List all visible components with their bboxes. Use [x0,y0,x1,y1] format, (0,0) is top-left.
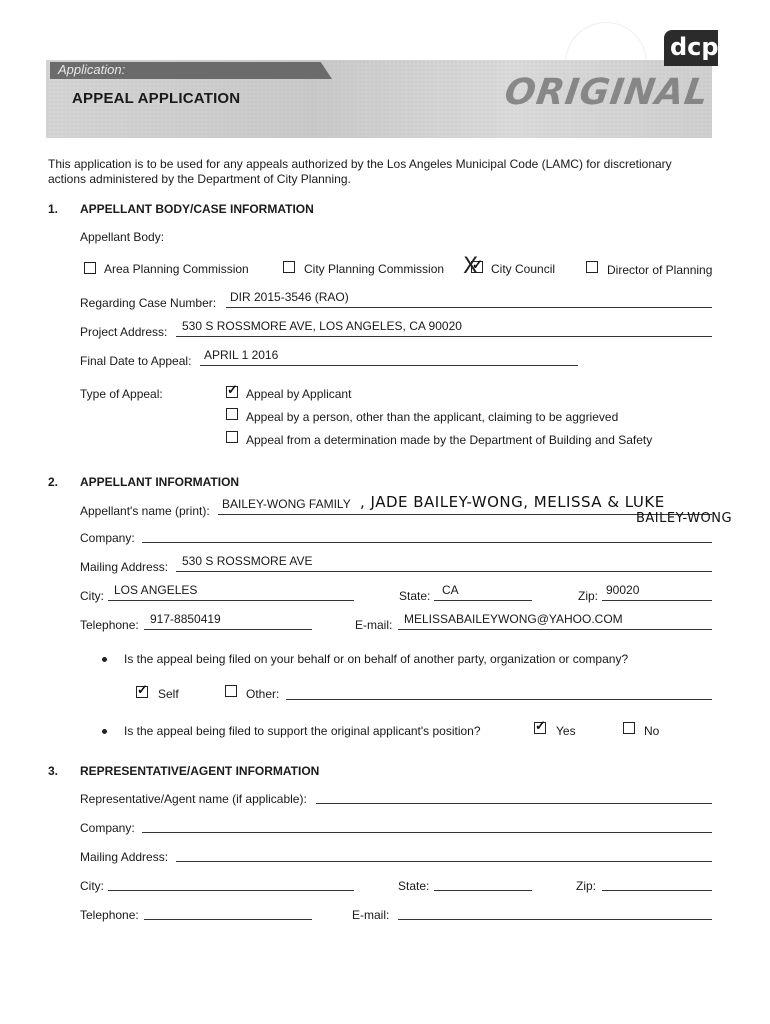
rep-email-label: E-mail: [352,908,390,922]
no-label: No [644,724,660,738]
rep-zip-label: Zip: [576,879,597,893]
bullet-q1 [102,657,107,662]
dcp-logo-text: dcp [670,33,719,61]
company-label: Company: [80,531,135,545]
telephone-label: Telephone: [80,618,139,632]
other-label: Other: [246,687,280,701]
question-behalf: Is the appeal being filed on your behalf or on behalf of another party, organization or company? [124,652,629,666]
email-label: E-mail: [355,618,393,632]
state-label: State: [399,589,431,603]
type-of-appeal-label: Type of Appeal: [80,387,163,401]
checkbox-area-planning[interactable] [84,262,96,274]
rep-name-label: Representative/Agent name (if applicable): [80,792,307,806]
checkbox-appeal-building[interactable] [226,431,238,443]
checkbox-director-planning[interactable] [586,261,598,273]
mailing-value[interactable]: 530 S ROSSMORE AVE [182,554,313,568]
city-label: City: [80,589,104,603]
project-address-label: Project Address: [80,325,168,339]
final-date-value[interactable]: APRIL 1 2016 [204,348,279,362]
mailing-label: Mailing Address: [80,560,169,574]
checkbox-appeal-applicant[interactable] [226,386,238,398]
checkbox-self[interactable] [136,686,148,698]
section-2-number: 2. [48,475,59,489]
case-number-label: Regarding Case Number: [80,296,217,310]
appellant-name-label: Appellant's name (print): [80,504,210,518]
final-date-label: Final Date to Appeal: [80,354,192,368]
zip-label: Zip: [578,589,599,603]
rep-telephone-label: Telephone: [80,908,139,922]
section-1-number: 1. [48,202,59,216]
rep-company-label: Company: [80,821,135,835]
form-title: APPEAL APPLICATION [72,90,241,107]
city-council-label: City Council [491,262,556,276]
section-3-number: 3. [48,764,59,778]
self-label: Self [158,687,179,701]
appellant-name-handwritten: , JADE BAILEY-WONG, MELISSA & LUKE [360,493,665,511]
appeal-aggrieved-label: Appeal by a person, other than the applicant, claiming to be aggrieved [246,410,619,424]
city-value[interactable]: LOS ANGELES [114,583,198,597]
area-planning-label: Area Planning Commission [104,262,249,276]
appeal-applicant-label: Appeal by Applicant [246,387,352,401]
appellant-name-typed[interactable]: BAILEY-WONG FAMILY [222,497,351,511]
checkbox-no[interactable] [623,722,635,734]
state-value[interactable]: CA [442,583,459,597]
director-planning-label: Director of Planning [607,263,713,277]
checkbox-other[interactable] [225,685,237,697]
checkbox-appeal-aggrieved[interactable] [226,408,238,420]
bullet-q2 [102,729,107,734]
zip-value[interactable]: 90020 [606,583,640,597]
rep-state-label: State: [398,879,430,893]
appellant-name-handwritten-2: BAILEY-WONG [636,511,733,526]
checkbox-city-planning[interactable] [283,261,295,273]
intro-line-1: This application is to be used for any appeals authorized by the Los Angeles Municipal Code (LAMC) for discretionary [48,157,672,171]
yes-label: Yes [556,724,576,738]
case-number-value[interactable]: DIR 2015-3546 (RAO) [230,290,349,304]
appeal-building-label: Appeal from a determination made by the Department of Building and Safety [246,433,653,447]
rep-mailing-label: Mailing Address: [80,850,169,864]
city-planning-label: City Planning Commission [304,262,445,276]
handwritten-x-mark: X [463,254,479,279]
original-stamp: ORIGINAL [502,72,712,113]
telephone-value[interactable]: 917-8850419 [150,612,221,626]
section-2-title: APPELLANT INFORMATION [80,475,240,489]
intro-line-2: actions administered by the Department of City Planning. [48,172,351,186]
email-value[interactable]: MELISSABAILEYWONG@YAHOO.COM [404,612,623,626]
section-3-title: REPRESENTATIVE/AGENT INFORMATION [80,764,320,778]
section-1-title: APPELLANT BODY/CASE INFORMATION [80,202,314,216]
question-support: Is the appeal being filed to support the original applicant's position? [124,724,481,738]
project-address-value[interactable]: 530 S ROSSMORE AVE, LOS ANGELES, CA 90020 [182,319,462,333]
application-tab-label: Application: [58,62,126,77]
appellant-body-label: Appellant Body: [80,230,165,244]
rep-city-label: City: [80,879,104,893]
checkbox-yes[interactable] [534,722,546,734]
